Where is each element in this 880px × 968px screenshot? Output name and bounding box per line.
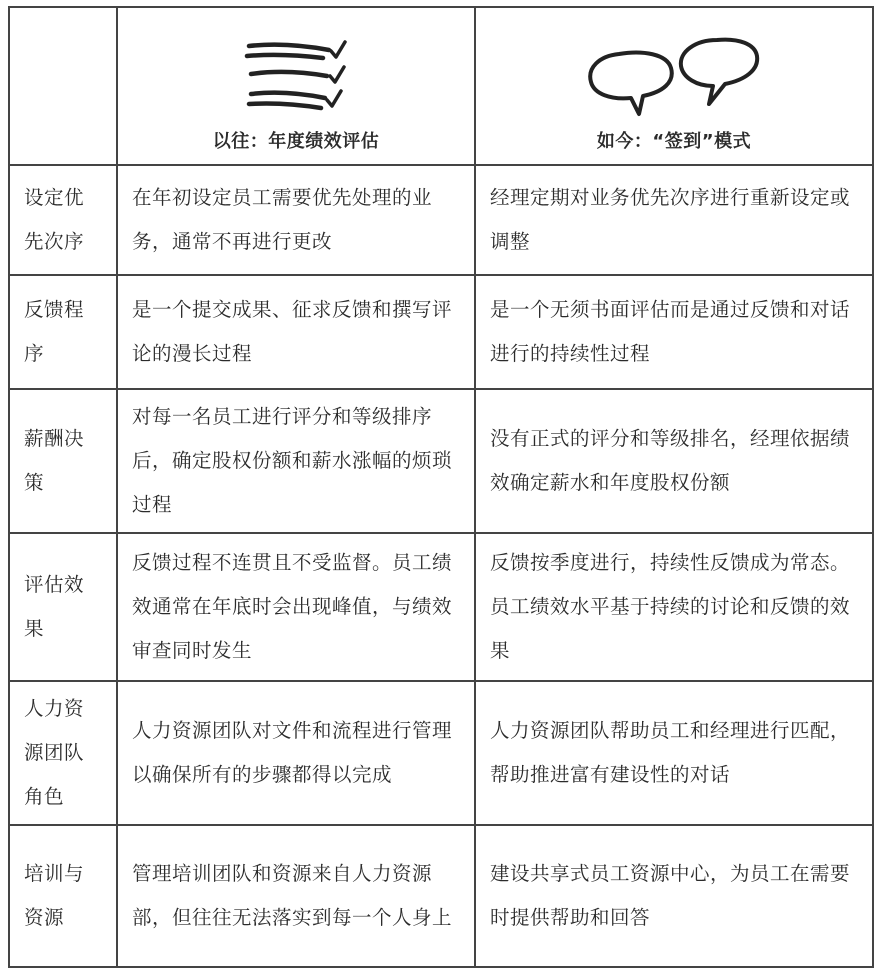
table-row — [9, 389, 873, 533]
now-cell: 经理定期对业务优先次序进行重新设定或调整 — [475, 165, 873, 275]
table-header-row — [9, 7, 873, 165]
past-cell: 是一个提交成果、征求反馈和撰写评论的漫长过程 — [117, 275, 475, 389]
speech-bubbles-icon — [579, 34, 769, 118]
comparison-table — [8, 6, 874, 968]
table-row — [9, 275, 873, 389]
comparison-table-wrapper — [8, 6, 872, 958]
row-label: 评估效果 — [9, 533, 117, 681]
row-label: 人力资源团队角色 — [9, 681, 117, 825]
header-past-cell — [117, 7, 475, 165]
past-cell: 管理培训团队和资源来自人力资源部，但往往无法落实到每一个人身上 — [117, 825, 475, 967]
header-now-cell — [475, 7, 873, 165]
now-cell: 是一个无须书面评估而是通过反馈和对话进行的持续性过程 — [475, 275, 873, 389]
past-cell: 在年初设定员工需要优先处理的业务，通常不再进行更改 — [117, 165, 475, 275]
row-label: 反馈程序 — [9, 275, 117, 389]
row-label: 薪酬决策 — [9, 389, 117, 533]
row-label: 设定优先次序 — [9, 165, 117, 275]
checklist-icon — [241, 36, 351, 116]
past-cell: 反馈过程不连贯且不受监督。员工绩效通常在年底时会出现峰值，与绩效审查同时发生 — [117, 533, 475, 681]
table-row — [9, 681, 873, 825]
now-cell: 建设共享式员工资源中心，为员工在需要时提供帮助和回答 — [475, 825, 873, 967]
past-column-title: 以往：年度绩效评估 — [212, 131, 380, 152]
now-cell: 人力资源团队帮助员工和经理进行匹配，帮助推进富有建设性的对话 — [475, 681, 873, 825]
now-column-title: 如今：“签到”模式 — [596, 131, 752, 152]
past-cell: 人力资源团队对文件和流程进行管理以确保所有的步骤都得以完成 — [117, 681, 475, 825]
header-empty-cell — [9, 7, 117, 165]
now-cell: 没有正式的评分和等级排名，经理依据绩效确定薪水和年度股权份额 — [475, 389, 873, 533]
table-row — [9, 165, 873, 275]
row-label: 培训与资源 — [9, 825, 117, 967]
now-cell: 反馈按季度进行，持续性反馈成为常态。员工绩效水平基于持续的讨论和反馈的效果 — [475, 533, 873, 681]
table-row — [9, 825, 873, 967]
table-row — [9, 533, 873, 681]
past-cell: 对每一名员工进行评分和等级排序后，确定股权份额和薪水涨幅的烦琐过程 — [117, 389, 475, 533]
